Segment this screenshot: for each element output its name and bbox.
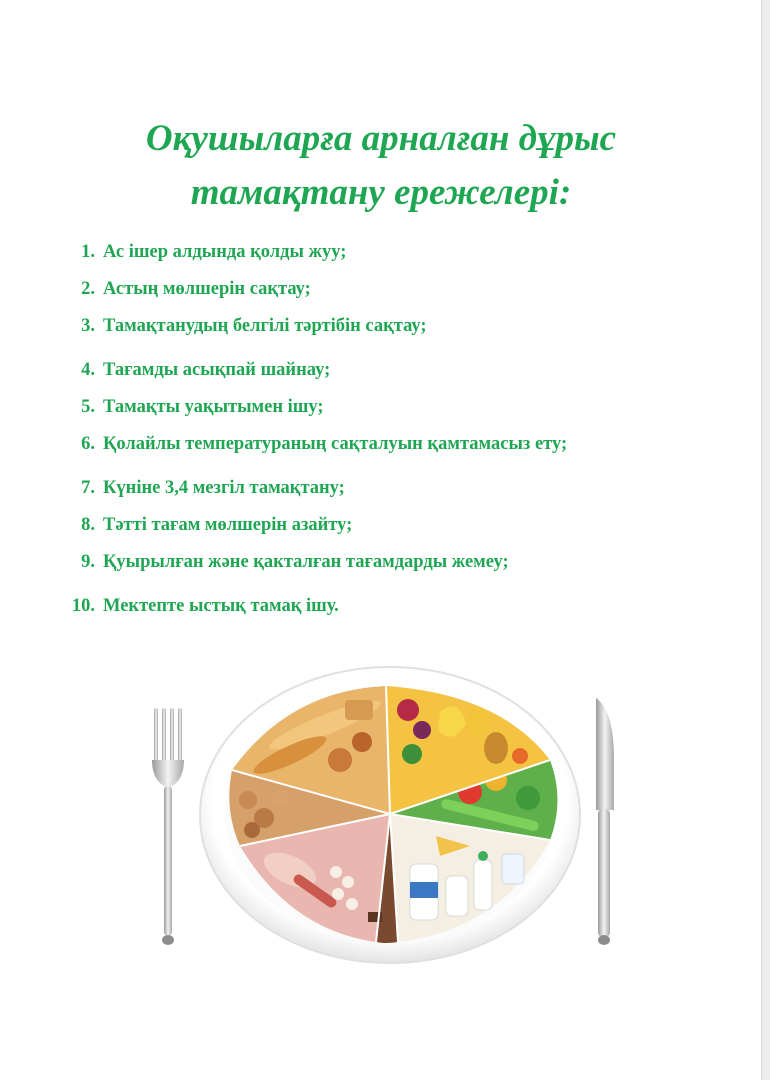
item-number: 5. — [81, 397, 95, 417]
item-text: Қолайлы температураның сақталуын қамтамасыз ету; — [103, 434, 568, 454]
item-number: 6. — [81, 434, 95, 454]
list-item — [58, 312, 738, 349]
rules-list — [58, 238, 738, 629]
item-text: Тамақты уақытымен ішу; — [103, 397, 324, 417]
list-item — [58, 511, 738, 548]
item-text: Күніне 3,4 мезгіл тамақтану; — [103, 478, 345, 498]
item-text: Мектепте ыстық тамақ ішу. — [103, 596, 339, 616]
item-text: Тамақтанудың белгілі тәртібін сақтау; — [103, 316, 427, 336]
healthy-plate-illustration — [140, 650, 640, 970]
list-item — [58, 356, 738, 393]
item-number: 10. — [71, 596, 95, 616]
item-text: Тәтті тағам мөлшерін азайту; — [103, 515, 353, 535]
item-number: 1. — [81, 242, 95, 262]
list-item — [58, 393, 738, 430]
item-number: 3. — [81, 316, 95, 336]
list-item — [58, 430, 738, 467]
item-number: 8. — [81, 515, 95, 535]
title-line-1: Оқушыларға арналған дұрыс — [145, 118, 617, 159]
list-item — [58, 548, 738, 585]
item-number: 9. — [81, 552, 95, 572]
item-text: Ас ішер алдында қолды жуу; — [103, 242, 347, 262]
fork-icon — [152, 708, 184, 945]
list-item — [58, 238, 738, 275]
item-number: 2. — [81, 279, 95, 299]
item-number: 7. — [81, 478, 95, 498]
page-title — [0, 112, 762, 220]
item-text: Тағамды асықпай шайнау; — [103, 360, 331, 380]
item-text: Қуырылған және қакталған тағамдарды жемеу; — [103, 552, 509, 572]
title-line-2: тамақтану ережелері: — [190, 172, 572, 213]
list-item — [58, 474, 738, 511]
knife-icon — [596, 698, 614, 945]
item-text: Астың мөлшерін сақтау; — [103, 279, 311, 299]
list-item — [58, 592, 738, 629]
item-number: 4. — [81, 360, 95, 380]
list-item — [58, 275, 738, 312]
